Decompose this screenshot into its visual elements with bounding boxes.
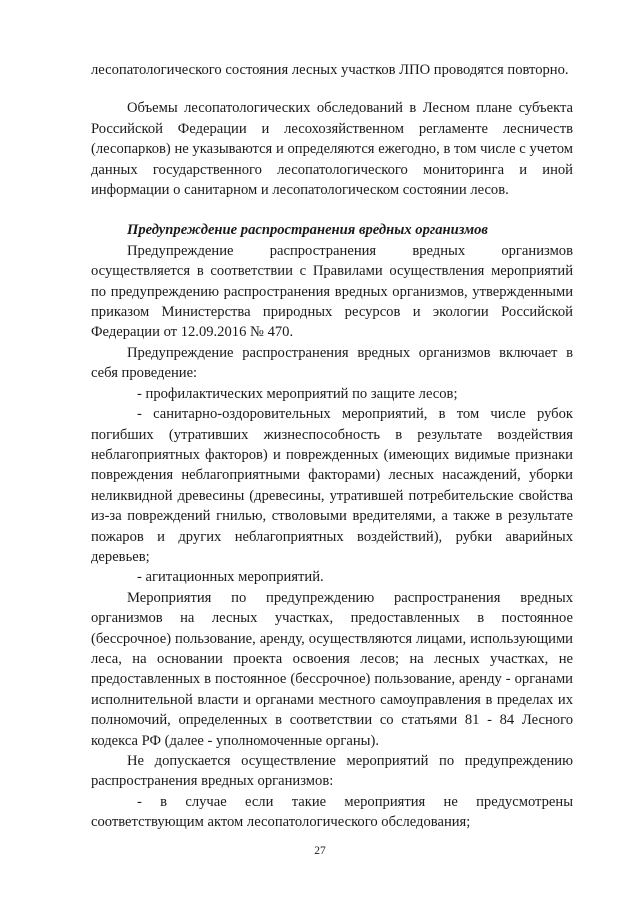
paragraph-not-allowed: Не допускается осуществление мероприятий по предупреждению распространения вредных организмов: (91, 753, 573, 790)
list-item-agitation: - агитационных мероприятий. (137, 569, 324, 586)
paragraph-includes: Предупреждение распространения вредных организмов включает в себя проведение: (91, 344, 573, 382)
paragraph-rules: Предупреждение распространения вредных организмов осуществляется в соответствии с Правилами осуществления мероприятий по предупреждению распространения вредных организмов, утвержденными приказом Министерства природных ресурсов и экологии Российской Федерации от 12.09.2016 № 470. (91, 242, 573, 341)
page-number: 27 (314, 845, 326, 857)
paragraph-measures: Мероприятия по предупреждению распространения вредных организмов на лесных участках, предоставленных в постоянное (бессрочное) пользование, аренду, осуществляются лицами, использующими леса, на основании проекта освоения лесов; на лесных участках, не предоставленных в постоянное (бессрочное) пользование, аренду - органами исполнительной власти и органами местного самоуправления в пределах их полномочий, определенных в соответствии со статьями 81 - 84 Лесного кодекса РФ (далее - уполномоченные органы). (91, 589, 573, 749)
list-item-prophylactic: - профилактических мероприятий по защите лесов; (137, 385, 458, 402)
section-heading: Предупреждение распространения вредных организмов (127, 222, 488, 239)
list-item-not-provided: - в случае если такие мероприятия не предусмотрены соответствующим актом лесопатологического обследования; (91, 793, 573, 831)
list-item-sanitary: - санитарно-оздоровительных мероприятий, в том числе рубок погибших (утративших жизнеспособность в результате воздействия неблагоприятных факторов) и поврежденных (имеющих видимые признаки повреждения неблагоприятными факторами) лесных насаждений, уборки неликвидной древесины (древесины, утратившей потребительские свойства из-за повреждений гнилью, стволовыми вредителями, а также в результате пожаров и других неблагоприятных воздействий), рубки аварийных деревьев; (91, 406, 573, 565)
paragraph-continuation: лесопатологического состояния лесных участков ЛПО проводятся повторно. (91, 62, 569, 78)
paragraph-survey-volumes: Объемы лесопатологических обследований в Лесном плане субъекта Российской Федерации и лесохозяйственном регламенте лесничеств (лесопарков) не указываются и определяются ежегодно, в том числе с учетом данных государственного лесопатологического мониторинга и иной информации о санитарном и лесопатологическом состоянии лесов. (91, 100, 573, 199)
document-page (91, 60, 573, 833)
